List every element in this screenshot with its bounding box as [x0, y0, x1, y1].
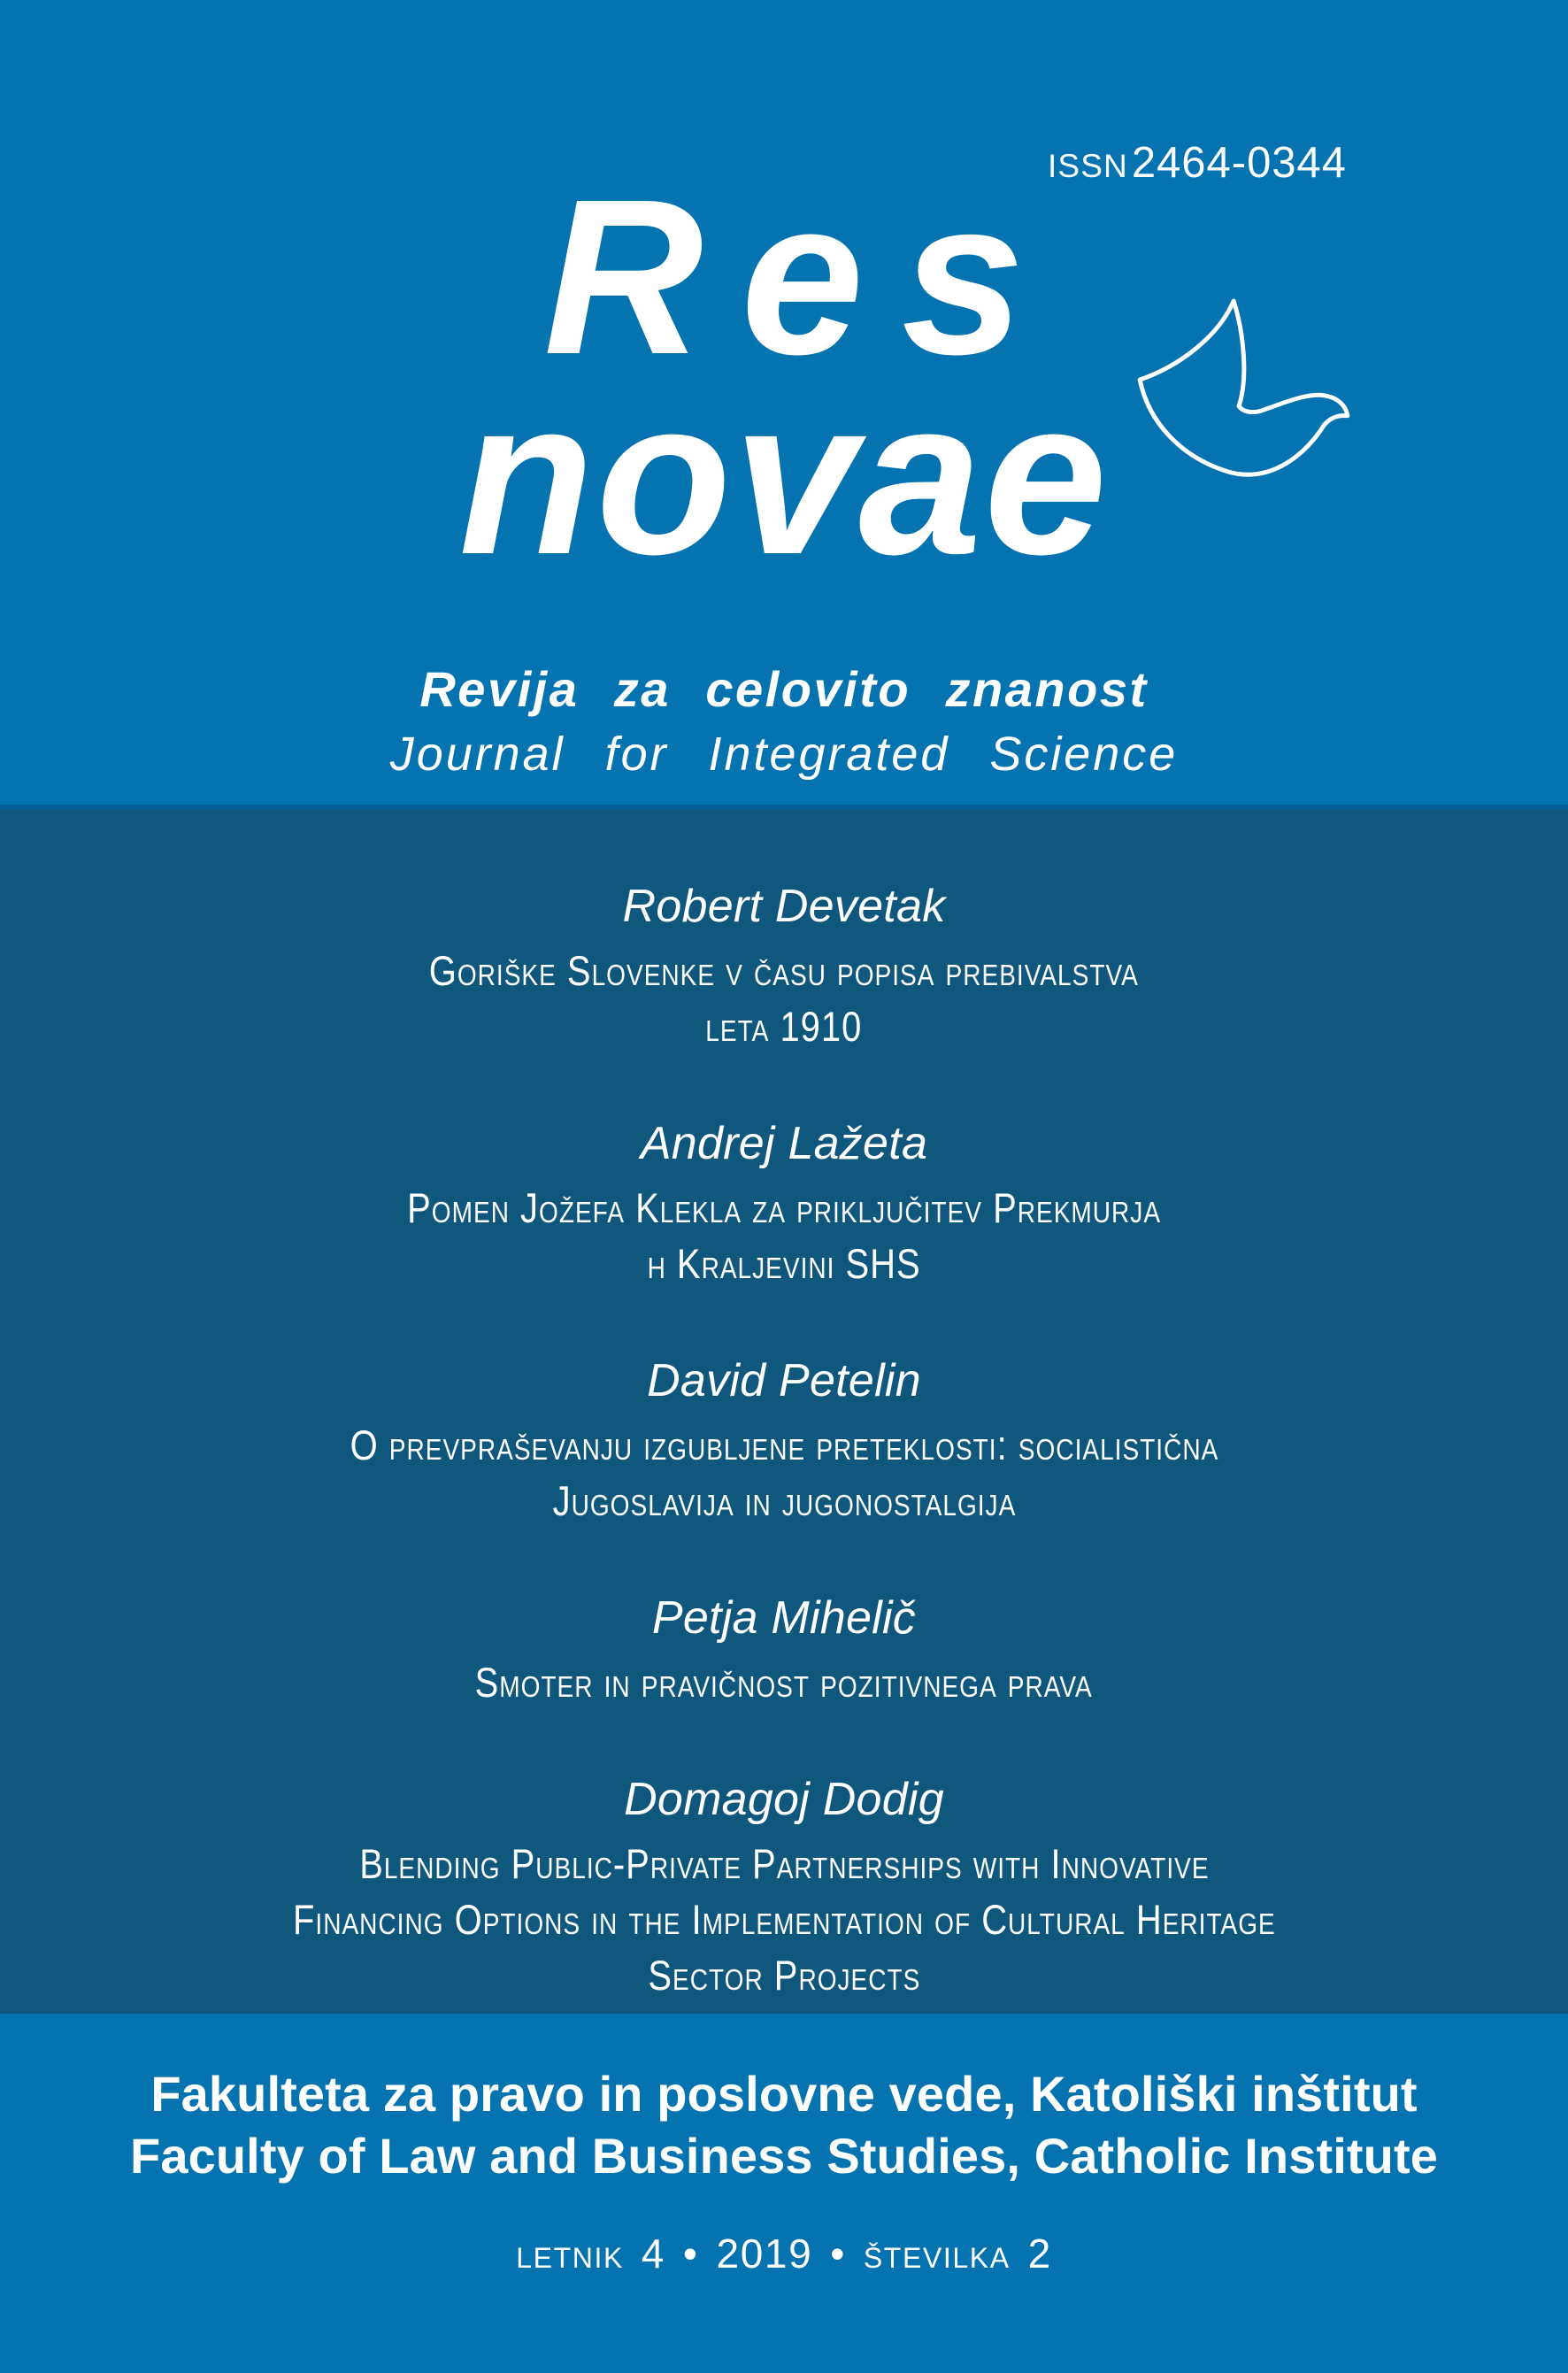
article-title-line: h Kraljevini SHS	[647, 1240, 921, 1287]
table-of-contents	[0, 810, 1568, 2014]
article-title-line: Sector Projects	[648, 1952, 920, 1999]
article-title	[273, 1417, 1295, 1529]
issue-info: letnik 4 • 2019 • številka 2	[516, 2230, 1052, 2277]
journal-title-line1-text: Res	[543, 153, 1063, 400]
article-title	[366, 943, 1202, 1054]
dove-icon	[1134, 294, 1354, 478]
journal-subtitles	[0, 660, 1568, 781]
article-title-line: Pomen Jožefa Klekla za priključitev Prekmurja	[407, 1184, 1161, 1231]
article-entry	[366, 881, 1202, 1054]
article-author: Robert Devetak	[622, 881, 946, 932]
issn-label: ISSN	[1048, 148, 1128, 184]
article-title-line: Goriške Slovenke v času popisa prebivalstva	[428, 947, 1140, 994]
article-author: Andrej Lažeta	[640, 1118, 928, 1169]
article-title	[420, 1654, 1147, 1710]
article-entry	[273, 1355, 1295, 1529]
article-title-line: leta 1910	[705, 1003, 863, 1050]
article-title-line: Financing Options in the Implementation of Cultural Heritage	[292, 1896, 1276, 1943]
article-title-line: Smoter in pravičnost pozitivnega prava	[474, 1659, 1094, 1706]
article-title-line: Blending Public-Private Partnerships with Innovative	[358, 1840, 1210, 1887]
subtitle-english: Journal for Integrated Science	[389, 728, 1179, 781]
cover-footer	[0, 2014, 1568, 2373]
publisher-slovenian: Fakulteta za pravo in poslovne vede, Katoliški inštitut	[150, 2066, 1418, 2122]
article-title-line: Jugoslavija in jugonostalgija	[552, 1477, 1016, 1524]
publisher	[130, 2063, 1438, 2187]
article-title-line: O prevpraševanju izgubljene preteklosti: socialistična	[350, 1421, 1218, 1468]
issn-value: 2464-0344	[1131, 139, 1347, 187]
article-title	[341, 1180, 1227, 1291]
article-author: Petja Mihelič	[651, 1592, 917, 1644]
article-author: Domagoj Dodig	[624, 1774, 944, 1825]
article-entry	[420, 1592, 1147, 1710]
article-author: David Petelin	[647, 1355, 921, 1406]
article-title	[206, 1836, 1363, 2003]
article-entry	[341, 1118, 1227, 1291]
article-entry	[206, 1774, 1363, 2003]
publisher-english: Faculty of Law and Business Studies, Catholic Institute	[130, 2128, 1438, 2184]
subtitle-slovenian: Revija za celovito znanost	[419, 661, 1149, 717]
journal-title-line2: novae	[458, 353, 1110, 600]
cover-header	[0, 0, 1568, 810]
